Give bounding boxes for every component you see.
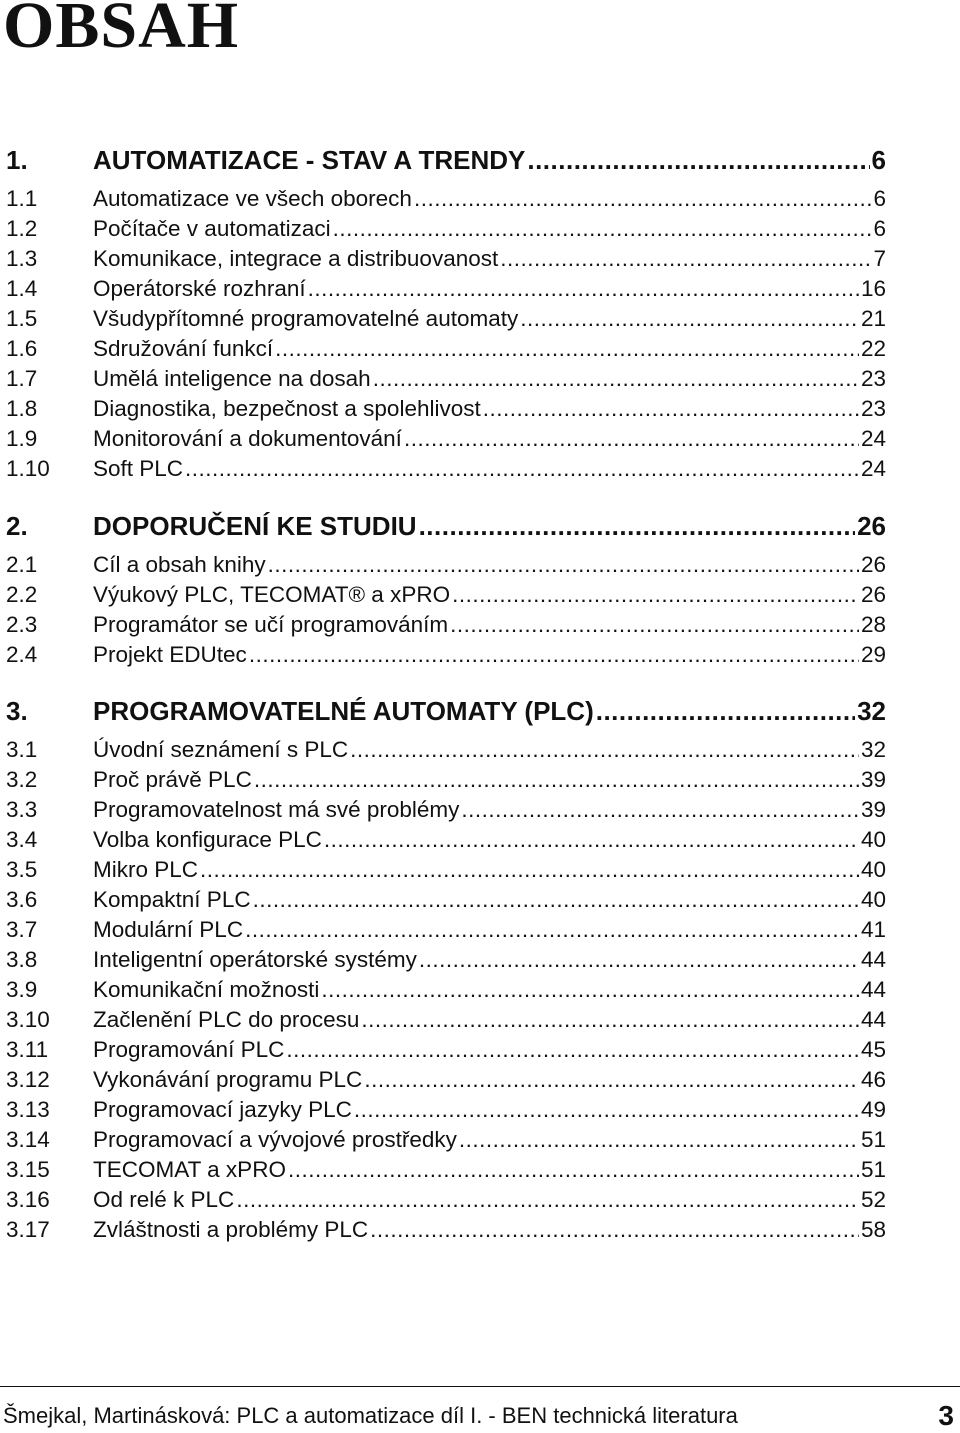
toc-entry-title: Automatizace ve všech oborech xyxy=(93,186,412,211)
toc-entry-page: 58 xyxy=(860,1217,886,1242)
toc-chapter-row xyxy=(6,509,886,543)
toc-entry-number: 3.1 xyxy=(6,737,38,762)
toc-entry-number: 2.4 xyxy=(6,642,38,667)
toc-dot-leader xyxy=(249,640,859,670)
toc-entry-title: Začlenění PLC do procesu xyxy=(93,1007,360,1032)
toc-entry-page: 22 xyxy=(860,336,886,361)
toc-entry-page: 46 xyxy=(860,1067,886,1092)
toc-entry-page: 45 xyxy=(860,1037,886,1062)
toc-entry-number: 3.10 xyxy=(6,1007,50,1032)
toc-chapter-row xyxy=(6,143,886,177)
toc-entry-page: 44 xyxy=(860,1007,886,1032)
toc-section-row xyxy=(6,1155,886,1185)
footer-page-number: 3 xyxy=(938,1400,954,1431)
toc-entry-number: 3.13 xyxy=(6,1097,50,1122)
toc-entry-page: 32 xyxy=(860,737,886,762)
toc-entry-title: Úvodní seznámení s PLC xyxy=(93,737,349,762)
page-title: OBSAH xyxy=(3,0,240,62)
toc-dot-leader xyxy=(596,694,855,728)
toc-dot-leader xyxy=(500,244,871,274)
toc-entry-page: 28 xyxy=(860,612,886,637)
toc-entry-number: 1.10 xyxy=(6,456,50,481)
toc-entry-page: 40 xyxy=(860,857,886,882)
toc-section-row xyxy=(6,640,886,670)
toc-entry-number: 3.9 xyxy=(6,977,38,1002)
toc-entry-page: 21 xyxy=(860,306,886,331)
toc-section-row xyxy=(6,274,886,304)
toc-dot-leader xyxy=(361,1005,859,1035)
toc-entry-title: Programovací a vývojové prostředky xyxy=(93,1127,457,1152)
toc-entry-page: 26 xyxy=(860,582,886,607)
toc-entry-page: 23 xyxy=(860,366,886,391)
toc-entry-title: Vykonávání programu PLC xyxy=(93,1067,363,1092)
toc-dot-leader xyxy=(185,454,859,484)
toc-dot-leader xyxy=(414,184,872,214)
toc-entry-title: Monitorování a dokumentování xyxy=(93,426,402,451)
toc-entry-title: Programátor se učí programováním xyxy=(93,612,449,637)
toc-section-row xyxy=(6,550,886,580)
toc-entry-title: Výukový PLC, TECOMAT® a xPRO xyxy=(93,582,451,607)
toc-entry-number: 1.9 xyxy=(6,426,38,451)
toc-entry-number: 1.2 xyxy=(6,216,38,241)
toc-entry-page: 39 xyxy=(860,797,886,822)
toc-entry-number: 3.11 xyxy=(6,1037,49,1062)
toc-entry-page: 16 xyxy=(860,276,886,301)
toc-entry-page: 41 xyxy=(860,917,886,942)
toc-entry-title: Komunikační možnosti xyxy=(93,977,320,1002)
toc-section-row xyxy=(6,1065,886,1095)
toc-section-row xyxy=(6,424,886,454)
toc-entry-title: AUTOMATIZACE - STAV A TRENDY xyxy=(93,145,526,175)
toc-entry-title: Programovatelnost má své problémy xyxy=(93,797,460,822)
toc-section-row xyxy=(6,915,886,945)
toc-section-row xyxy=(6,394,886,424)
toc-dot-leader xyxy=(419,509,856,543)
toc-entry-title: Operátorské rozhraní xyxy=(93,276,306,301)
toc-section-row xyxy=(6,945,886,975)
toc-dot-leader xyxy=(370,1215,859,1245)
toc-section-row xyxy=(6,580,886,610)
toc-entry-number: 1.4 xyxy=(6,276,38,301)
toc-entry-page: 32 xyxy=(857,696,886,726)
toc-entry-number: 1. xyxy=(6,145,28,175)
toc-section-row xyxy=(6,885,886,915)
toc-entry-number: 3.16 xyxy=(6,1187,50,1212)
toc-dot-leader xyxy=(419,945,859,975)
toc-dot-leader xyxy=(321,975,859,1005)
toc-entry-title: PROGRAMOVATELNÉ AUTOMATY (PLC) xyxy=(93,696,594,726)
toc-dot-leader xyxy=(268,550,859,580)
toc-entry-number: 3.15 xyxy=(6,1157,50,1182)
toc-entry-page: 24 xyxy=(860,426,886,451)
toc-entry-number: 1.7 xyxy=(6,366,38,391)
toc-entry-page: 51 xyxy=(860,1127,886,1152)
toc-dot-leader xyxy=(275,334,859,364)
toc-entry-page: 44 xyxy=(860,947,886,972)
toc-entry-number: 2.1 xyxy=(6,552,38,577)
toc-entry-title: Komunikace, integrace a distribuovanost xyxy=(93,246,499,271)
toc-entry-number: 1.8 xyxy=(6,396,38,421)
toc-entry-page: 49 xyxy=(860,1097,886,1122)
toc-entry-title: Programovací jazyky PLC xyxy=(93,1097,352,1122)
toc-dot-leader xyxy=(483,394,859,424)
toc-entry-number: 2. xyxy=(6,511,28,541)
toc-entry-number: 3.8 xyxy=(6,947,38,972)
toc-entry-title: Soft PLC xyxy=(93,456,184,481)
toc-entry-number: 1.3 xyxy=(6,246,38,271)
toc-dot-leader xyxy=(236,1185,859,1215)
toc-dot-leader xyxy=(461,795,859,825)
toc-section-row xyxy=(6,364,886,394)
toc-section-row xyxy=(6,765,886,795)
toc-section-row xyxy=(6,454,886,484)
toc-entry-page: 29 xyxy=(860,642,886,667)
toc-dot-leader xyxy=(452,580,859,610)
toc-section-row xyxy=(6,184,886,214)
toc-section-row xyxy=(6,1215,886,1245)
toc-entry-title: Cíl a obsah knihy xyxy=(93,552,266,577)
toc-dot-leader xyxy=(324,825,859,855)
toc-entry-page: 40 xyxy=(860,887,886,912)
toc-dot-leader xyxy=(364,1065,859,1095)
toc-entry-title: Kompaktní PLC xyxy=(93,887,251,912)
toc-entry-page: 6 xyxy=(873,186,886,211)
toc-entry-title: Od relé k PLC xyxy=(93,1187,235,1212)
toc-entry-number: 3.2 xyxy=(6,767,38,792)
toc-dot-leader xyxy=(520,304,859,334)
toc-entry-title: Počítače v automatizaci xyxy=(93,216,331,241)
toc-dot-leader xyxy=(254,765,859,795)
toc-section-row xyxy=(6,1005,886,1035)
toc-section-row xyxy=(6,244,886,274)
toc-chapter-row xyxy=(6,694,886,728)
toc-entry-page: 39 xyxy=(860,767,886,792)
toc-entry-title: Mikro PLC xyxy=(93,857,199,882)
toc-entry-number: 2.3 xyxy=(6,612,38,637)
toc-entry-page: 26 xyxy=(857,511,886,541)
toc-entry-number: 3.5 xyxy=(6,857,38,882)
toc-entry-title: Proč právě PLC xyxy=(93,767,252,792)
toc-section-row xyxy=(6,1035,886,1065)
toc-entry-page: 7 xyxy=(873,246,886,271)
toc-entry-page: 26 xyxy=(860,552,886,577)
toc-entry-page: 51 xyxy=(860,1157,886,1182)
toc-entry-number: 3. xyxy=(6,696,28,726)
toc-entry-title: Inteligentní operátorské systémy xyxy=(93,947,417,972)
toc-entry-title: Všudypřítomné programovatelné automaty xyxy=(93,306,519,331)
toc-entry-number: 1.6 xyxy=(6,336,38,361)
toc-dot-leader xyxy=(459,1125,859,1155)
toc-section-row xyxy=(6,214,886,244)
toc-entry-page: 23 xyxy=(860,396,886,421)
toc-section-row xyxy=(6,1125,886,1155)
toc-entry-title: Volba konfigurace PLC xyxy=(93,827,322,852)
toc-entry-title: DOPORUČENÍ KE STUDIU xyxy=(93,511,417,541)
toc-entry-title: TECOMAT a xPRO xyxy=(93,1157,286,1182)
toc-entry-number: 1.1 xyxy=(6,186,38,211)
toc-dot-leader xyxy=(286,1035,859,1065)
toc-section-row xyxy=(6,825,886,855)
toc-section-row xyxy=(6,304,886,334)
toc-entry-title: Diagnostika, bezpečnost a spolehlivost xyxy=(93,396,481,421)
toc-dot-leader xyxy=(245,915,859,945)
toc-entry-number: 3.4 xyxy=(6,827,38,852)
toc-entry-number: 3.17 xyxy=(6,1217,50,1242)
toc-section-row xyxy=(6,1185,886,1215)
toc-entry-title: Sdružování funkcí xyxy=(93,336,274,361)
toc-dot-leader xyxy=(308,274,859,304)
toc-section-row xyxy=(6,334,886,364)
toc-dot-leader xyxy=(373,364,859,394)
toc-dot-leader xyxy=(333,214,872,244)
toc-dot-leader xyxy=(288,1155,859,1185)
toc-entry-number: 3.7 xyxy=(6,917,38,942)
toc-dot-leader xyxy=(450,610,859,640)
toc-entry-title: Programování PLC xyxy=(93,1037,285,1062)
toc-section-row xyxy=(6,855,886,885)
toc-entry-title: Projekt EDUtec xyxy=(93,642,247,667)
toc-entry-number: 3.6 xyxy=(6,887,38,912)
toc-entry-title: Modulární PLC xyxy=(93,917,244,942)
toc-dot-leader xyxy=(527,143,869,177)
toc-entry-page: 40 xyxy=(860,827,886,852)
toc-entry-title: Umělá inteligence na dosah xyxy=(93,366,371,391)
toc-entry-page: 44 xyxy=(860,977,886,1002)
footer-divider xyxy=(0,1386,960,1387)
toc-section-row xyxy=(6,975,886,1005)
toc-entry-number: 1.5 xyxy=(6,306,38,331)
toc-entry-number: 3.14 xyxy=(6,1127,50,1152)
toc-dot-leader xyxy=(350,735,859,765)
footer-citation: Šmejkal, Martinásková: PLC a automatizace díl I. - BEN technická literatura xyxy=(3,1403,738,1428)
toc-dot-leader xyxy=(354,1095,859,1125)
toc-section-row xyxy=(6,610,886,640)
toc-dot-leader xyxy=(200,855,859,885)
toc-section-row xyxy=(6,795,886,825)
toc-entry-page: 52 xyxy=(860,1187,886,1212)
toc-dot-leader xyxy=(404,424,859,454)
toc-entry-title: Zvláštnosti a problémy PLC xyxy=(93,1217,369,1242)
toc-entry-page: 6 xyxy=(873,216,886,241)
toc-dot-leader xyxy=(253,885,859,915)
toc-entry-page: 24 xyxy=(860,456,886,481)
toc-section-row xyxy=(6,1095,886,1125)
toc-entry-number: 2.2 xyxy=(6,582,38,607)
toc-entry-number: 3.3 xyxy=(6,797,38,822)
toc-entry-number: 3.12 xyxy=(6,1067,50,1092)
toc-entry-page: 6 xyxy=(871,145,886,175)
toc-section-row xyxy=(6,735,886,765)
